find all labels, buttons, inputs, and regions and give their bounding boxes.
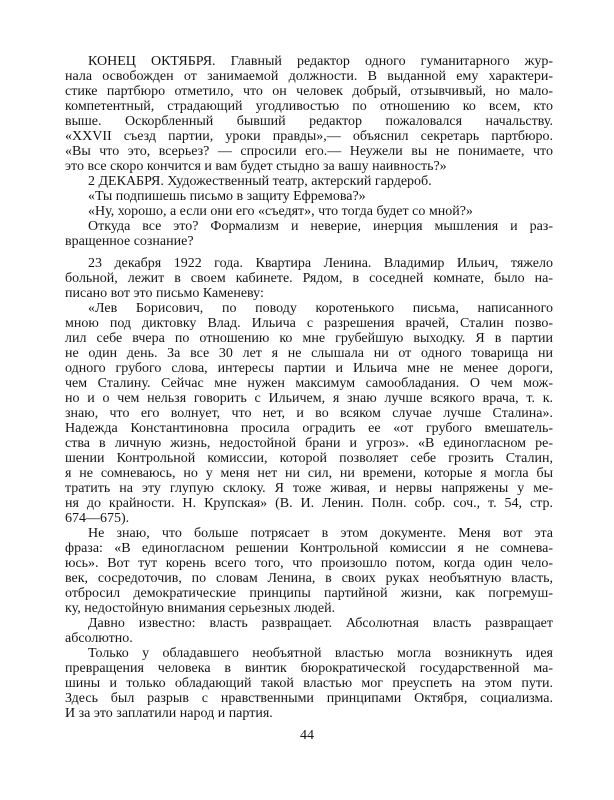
paragraph — [65, 526, 553, 616]
text-line: «XXVII съезд партии, уроки правды»,— объяснил секретарь партбюро. — [65, 129, 553, 144]
text-line: 674—675). — [65, 511, 130, 526]
text-line: юсь». Вот тут корень всего того, что произошло потом, когда один чело- — [65, 556, 553, 571]
text-line: 23 декабря 1922 года. Квартира Ленина. Владимир Ильич, тяжело — [88, 256, 553, 271]
text-line: стике партбюро отметило, что он человек добрый, отзывчивый, но мало- — [65, 84, 553, 99]
text-line: мною под диктовку Влад. Ильича с разрешения врачей, Сталин позво- — [65, 316, 553, 331]
text-line: Надежда Константиновна просила оградить ее «от грубого вмешатель- — [65, 421, 553, 436]
paragraph — [65, 174, 553, 189]
text-line: вращенное сознание? — [65, 234, 194, 249]
text-line: Только у обладавшего необъятной властью могла возникнуть идея — [88, 646, 553, 661]
text-column — [65, 54, 553, 721]
text-line: ства в личную жизнь, недостойной брани и угроз». «В единогласном ре- — [65, 436, 553, 451]
text-line: это все скоро кончится и вам будет стыдно за вашу наивность?» — [65, 159, 447, 174]
text-line: 2 ДЕКАБРЯ. Художественный театр, актерский гардероб. — [88, 174, 432, 189]
text-line: фраза: «В единогласном решении Контрольной комиссии я не сомнева- — [65, 541, 553, 556]
paragraph — [65, 189, 553, 204]
text-line: превращения человека в винтик бюрократической государственной ма- — [65, 661, 553, 676]
text-line: шении Контрольной комиссии, которой позволяет себе грозить Сталин, — [65, 451, 553, 466]
paragraph — [65, 301, 553, 526]
text-line: ня до крайности. Н. Крупская» (В. И. Ленин. Полн. собр. соч., т. 54, стр. — [65, 496, 553, 511]
text-line: ку, недостойную внимания серьезных людей. — [65, 601, 336, 616]
text-line: писано вот это письмо Каменеву: — [65, 286, 264, 301]
text-line: не один день. За все 30 лет я не слышала ни от одного товарища ни — [65, 346, 553, 361]
text-line: «Вы что это, всерьез? — спросили его.— Неужели вы не понимаете, что — [65, 144, 553, 159]
text-line: но и о чем нельзя говорить с Ильичем, я знаю лучше всякого врача, т. к. — [65, 391, 553, 406]
paragraph — [65, 616, 553, 646]
text-line: Здесь был разрыв с нравственными принципами Октября, социализма. — [65, 691, 553, 706]
text-line: Откуда все это? Формализм и неверие, инерция мышления и раз- — [88, 219, 553, 234]
text-line: «Ну, хорошо, а если они его «съедят», что тогда будет со мной?» — [88, 204, 473, 219]
text-line: тратить на эту глупую склоку. Я тоже живая, и нервы напряжены у ме- — [65, 481, 553, 496]
paragraph — [65, 54, 553, 174]
text-line: «Лев Борисович, по поводу коротенького письма, написанного — [88, 301, 553, 316]
text-line: И за это заплатили народ и партия. — [65, 706, 273, 721]
text-line: выше. Оскорбленный бывший редактор пожаловался начальству. — [65, 114, 553, 129]
paragraph — [65, 219, 553, 249]
text-line: одного грубого слова, интересы партии и Ильича мне не менее дороги, — [65, 361, 553, 376]
paragraph — [65, 256, 553, 301]
text-line: отбросил демократические принципы партийной жизни, как погремуш- — [65, 586, 553, 601]
text-line: лил себе вчера по отношению ко мне грубейшую выходку. Я в партии — [65, 331, 553, 346]
paragraph — [65, 204, 553, 219]
text-line: Давно известно: власть развращает. Абсолютная власть развращает — [88, 616, 553, 631]
paragraph — [65, 646, 553, 721]
text-line: компетентный, страдающий угодливостью по отношению ко всем, кто — [65, 99, 553, 114]
text-line: знаю, что его волнует, что нет, и во всяком случае лучше Сталина». — [65, 406, 553, 421]
text-line: я не сомневаюсь, но у меня нет ни сил, ни времени, которые я могла бы — [65, 466, 553, 481]
text-line: Не знаю, что больше потрясает в этом документе. Меня вот эта — [88, 526, 553, 541]
text-line: абсолютно. — [65, 631, 133, 646]
text-line: век, сосредоточив, по словам Ленина, в своих руках необъятную власть, — [65, 571, 553, 586]
text-line: «Ты подпишешь письмо в защиту Ефремова?» — [88, 189, 366, 204]
text-line: нала освобожден от занимаемой должности. В выданной ему характери- — [65, 69, 553, 84]
page-number: 44 — [300, 728, 314, 743]
text-line: больной, лежит в своем кабинете. Рядом, в соседней комнате, было на- — [65, 271, 553, 286]
text-line: шины и только обладающий такой властью мог преуспеть на этом пути. — [65, 676, 553, 691]
text-line: КОНЕЦ ОКТЯБРЯ. Главный редактор одного гуманитарного жур- — [88, 54, 553, 69]
text-line: чем Сталину. Сейчас мне нужен максимум самообладания. О чем мож- — [65, 376, 553, 391]
